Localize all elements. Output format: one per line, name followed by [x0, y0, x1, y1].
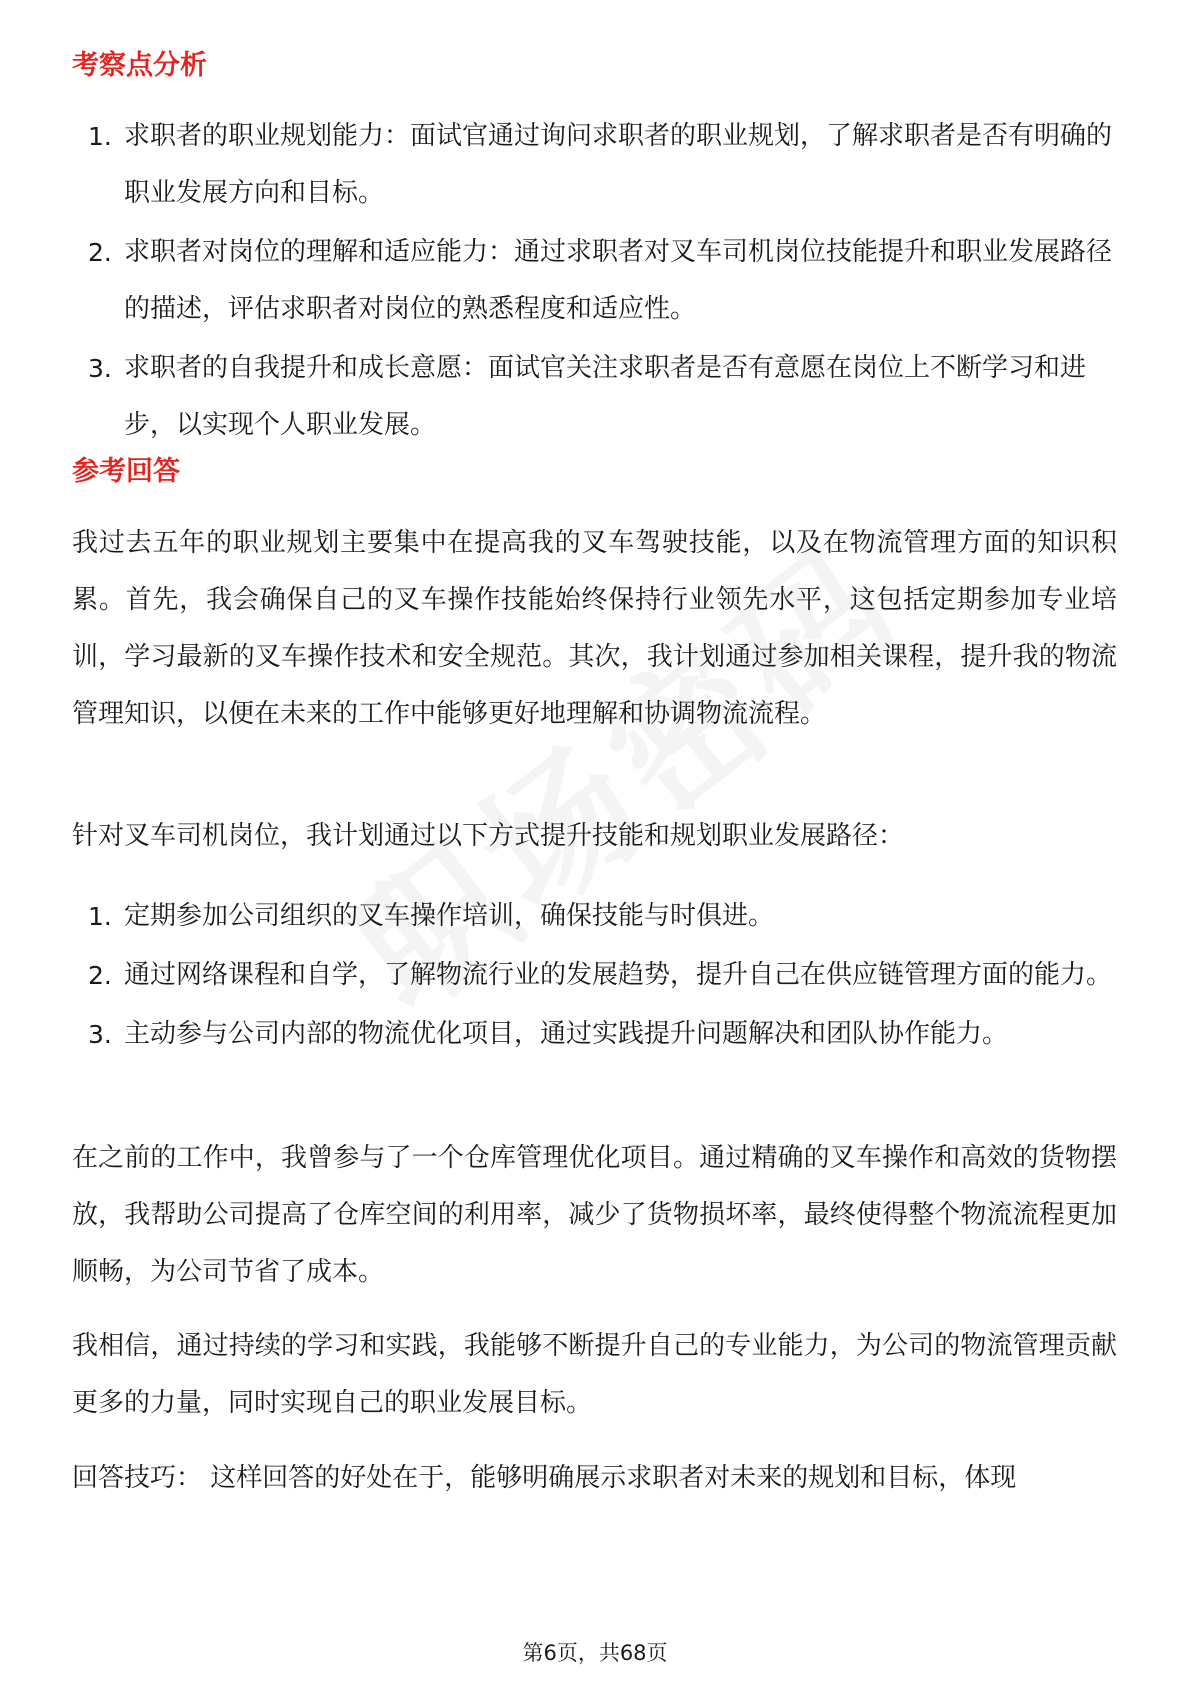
list-item [72, 947, 1112, 1004]
list-number: 2. [88, 238, 112, 267]
page-number-footer: 第6页，共68页 [522, 1641, 668, 1665]
list-item-text: 求职者的自我提升和成长意愿：面试官关注求职者是否有意愿在岗位上不断学习和进步，以实现个人职业发展。 [124, 353, 1087, 440]
list-number: 1. [88, 902, 112, 931]
answer-section-title: 参考回答 [72, 456, 180, 487]
list-item [72, 1006, 1112, 1063]
answer-paragraph-3: 在之前的工作中，我曾参与了一个仓库管理优化项目。通过精确的叉车操作和高效的货物摆放，我帮助公司提高了仓库空间的利用率，减少了货物损坏率，最终使得整个物流流程更加顺畅，为公司节省了成本。 [72, 1143, 1117, 1287]
list-item-text: 求职者的职业规划能力：面试官通过询问求职者的职业规划，了解求职者是否有明确的职业发展方向和目标。 [124, 121, 1113, 208]
answer-paragraph-2: 针对叉车司机岗位，我计划通过以下方式提升技能和规划职业发展路径： [72, 821, 905, 851]
answer-list [72, 888, 1112, 1065]
list-number: 3. [88, 1020, 112, 1049]
analysis-list [72, 108, 1112, 456]
list-number: 3. [88, 354, 112, 383]
list-item [72, 888, 1112, 945]
answer-tips-paragraph: 回答技巧： 这样回答的好处在于，能够明确展示求职者对未来的规划和目标，体现 [72, 1463, 1017, 1493]
list-number: 2. [88, 961, 112, 990]
list-item-text: 主动参与公司内部的物流优化项目，通过实践提升问题解决和团队协作能力。 [124, 1019, 1009, 1049]
answer-paragraph-4: 我相信，通过持续的学习和实践，我能够不断提升自己的专业能力，为公司的物流管理贡献更多的力量，同时实现自己的职业发展目标。 [72, 1331, 1117, 1418]
answer-paragraph-1: 我过去五年的职业规划主要集中在提高我的叉车驾驶技能，以及在物流管理方面的知识积累。首先，我会确保自己的叉车操作技能始终保持行业领先水平，这包括定期参加专业培训，学习最新的叉车操作技术和安全规范。其次，我计划通过参加相关课程，提升我的物流管理知识，以便在未来的工作中能够更好地理解和协调物流流程。 [72, 528, 1117, 729]
list-item [72, 340, 1112, 454]
list-item [72, 108, 1112, 222]
list-item-text: 定期参加公司组织的叉车操作培训，确保技能与时俱进。 [124, 901, 775, 931]
list-item [72, 224, 1112, 338]
list-number: 1. [88, 122, 112, 151]
list-item-text: 通过网络课程和自学，了解物流行业的发展趋势，提升自己在供应链管理方面的能力。 [124, 960, 1113, 990]
analysis-section-title: 考察点分析 [72, 50, 207, 81]
list-item-text: 求职者对岗位的理解和适应能力：通过求职者对叉车司机岗位技能提升和职业发展路径的描述，评估求职者对岗位的熟悉程度和适应性。 [124, 237, 1113, 324]
